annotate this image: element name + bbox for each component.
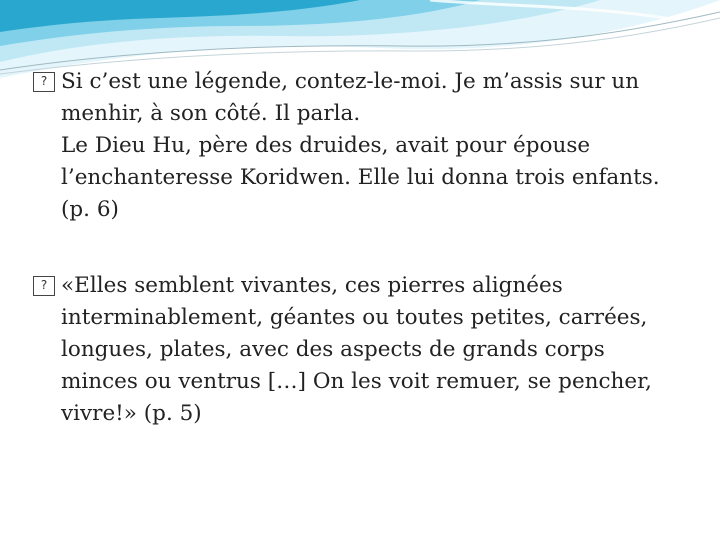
text-line: interminablement, géantes ou toutes petites, carrées, [61, 305, 648, 330]
text-line: Si c’est une légende, contez-le-moi. Je m’assis sur un [61, 69, 640, 94]
text-line: Le Dieu Hu, père des druides, avait pour épouse [61, 133, 591, 158]
text-line: longues, plates, avec des aspects de grands corps [61, 337, 605, 362]
bullet-paragraph-1 [40, 66, 701, 226]
text-line: vivre!» (p. 5) [61, 401, 202, 426]
text-line: l’enchanteresse Koridwen. Elle lui donna trois enfants. [61, 165, 660, 190]
missing-glyph-icon: ? [33, 72, 55, 92]
text-line: menhir, à son côté. Il parla. [61, 101, 361, 126]
bullet-paragraph-2 [40, 270, 701, 430]
missing-glyph-icon: ? [33, 276, 55, 296]
text-line: «Elles semblent vivantes, ces pierres alignées [61, 273, 563, 298]
text-line: minces ou ventrus […] On les voit remuer, se pencher, [61, 369, 652, 394]
text-line: (p. 6) [61, 197, 119, 222]
